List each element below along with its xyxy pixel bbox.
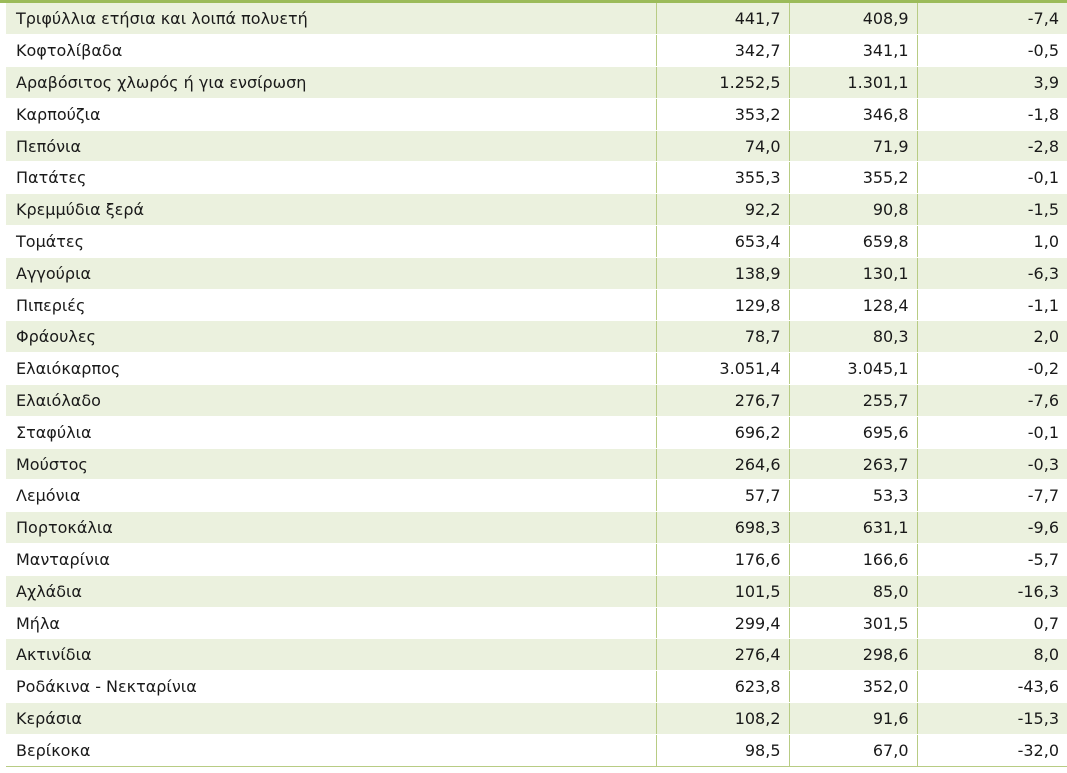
change-percent-cell: 8,0 (917, 639, 1067, 671)
crop-name-cell: Ροδάκινα - Νεκταρίνια (6, 671, 656, 703)
value-cell-2: 301,5 (789, 607, 917, 639)
crop-name-cell: Ακτινίδια (6, 639, 656, 671)
value-cell-2: 130,1 (789, 257, 917, 289)
value-cell-1: 101,5 (656, 575, 789, 607)
change-percent-cell: -0,1 (917, 162, 1067, 194)
crop-name-cell: Λεμόνια (6, 480, 656, 512)
change-percent-cell: 0,7 (917, 607, 1067, 639)
value-cell-2: 659,8 (789, 226, 917, 258)
change-percent-cell: -7,4 (917, 3, 1067, 35)
crop-name-cell: Μανταρίνια (6, 544, 656, 576)
value-cell-2: 355,2 (789, 162, 917, 194)
change-percent-cell: -0,2 (917, 353, 1067, 385)
change-percent-cell: -6,3 (917, 257, 1067, 289)
table-row (6, 575, 1067, 607)
value-cell-1: 653,4 (656, 226, 789, 258)
crop-name-cell: Τομάτες (6, 226, 656, 258)
value-cell-2: 298,6 (789, 639, 917, 671)
change-percent-cell: -0,1 (917, 416, 1067, 448)
value-cell-1: 3.051,4 (656, 353, 789, 385)
value-cell-1: 1.252,5 (656, 67, 789, 99)
crop-name-cell: Καρπούζια (6, 98, 656, 130)
table-row (6, 98, 1067, 130)
table-row (6, 194, 1067, 226)
table-row (6, 289, 1067, 321)
value-cell-2: 3.045,1 (789, 353, 917, 385)
change-percent-cell: -7,7 (917, 480, 1067, 512)
value-cell-2: 263,7 (789, 448, 917, 480)
change-percent-cell: -2,8 (917, 130, 1067, 162)
value-cell-2: 255,7 (789, 385, 917, 417)
value-cell-1: 78,7 (656, 321, 789, 353)
crop-name-cell: Αραβόσιτος χλωρός ή για ενσίρωση (6, 67, 656, 99)
crop-name-cell: Τριφύλλια ετήσια και λοιπά πολυετή (6, 3, 656, 35)
value-cell-1: 355,3 (656, 162, 789, 194)
change-percent-cell: -15,3 (917, 703, 1067, 735)
value-cell-2: 1.301,1 (789, 67, 917, 99)
crop-name-cell: Σταφύλια (6, 416, 656, 448)
crop-name-cell: Πορτοκάλια (6, 512, 656, 544)
table-row (6, 3, 1067, 35)
table-body (6, 3, 1067, 766)
crop-name-cell: Κεράσια (6, 703, 656, 735)
value-cell-1: 299,4 (656, 607, 789, 639)
change-percent-cell: -0,5 (917, 35, 1067, 67)
change-percent-cell: -1,1 (917, 289, 1067, 321)
value-cell-1: 623,8 (656, 671, 789, 703)
crop-name-cell: Φράουλες (6, 321, 656, 353)
value-cell-2: 90,8 (789, 194, 917, 226)
change-percent-cell: 2,0 (917, 321, 1067, 353)
production-table (6, 3, 1067, 767)
change-percent-cell: -16,3 (917, 575, 1067, 607)
value-cell-1: 92,2 (656, 194, 789, 226)
change-percent-cell: -9,6 (917, 512, 1067, 544)
crop-name-cell: Αχλάδια (6, 575, 656, 607)
value-cell-2: 53,3 (789, 480, 917, 512)
value-cell-2: 352,0 (789, 671, 917, 703)
value-cell-1: 264,6 (656, 448, 789, 480)
value-cell-1: 696,2 (656, 416, 789, 448)
value-cell-2: 346,8 (789, 98, 917, 130)
table-row (6, 321, 1067, 353)
table-row (6, 671, 1067, 703)
change-percent-cell: 3,9 (917, 67, 1067, 99)
value-cell-1: 108,2 (656, 703, 789, 735)
value-cell-2: 80,3 (789, 321, 917, 353)
value-cell-1: 138,9 (656, 257, 789, 289)
value-cell-1: 276,4 (656, 639, 789, 671)
table-row (6, 226, 1067, 258)
change-percent-cell: -32,0 (917, 734, 1067, 766)
value-cell-1: 57,7 (656, 480, 789, 512)
value-cell-2: 166,6 (789, 544, 917, 576)
value-cell-1: 74,0 (656, 130, 789, 162)
crop-name-cell: Πατάτες (6, 162, 656, 194)
value-cell-1: 98,5 (656, 734, 789, 766)
table-row (6, 544, 1067, 576)
table-row (6, 416, 1067, 448)
table-row (6, 162, 1067, 194)
change-percent-cell: 1,0 (917, 226, 1067, 258)
value-cell-1: 353,2 (656, 98, 789, 130)
value-cell-2: 85,0 (789, 575, 917, 607)
crop-name-cell: Κρεμμύδια ξερά (6, 194, 656, 226)
crop-name-cell: Πεπόνια (6, 130, 656, 162)
table-row (6, 385, 1067, 417)
value-cell-1: 129,8 (656, 289, 789, 321)
table-row (6, 353, 1067, 385)
table-row (6, 512, 1067, 544)
crop-name-cell: Ελαιόλαδο (6, 385, 656, 417)
value-cell-1: 276,7 (656, 385, 789, 417)
change-percent-cell: -43,6 (917, 671, 1067, 703)
crop-name-cell: Ελαιόκαρπος (6, 353, 656, 385)
table-row (6, 257, 1067, 289)
table-row (6, 734, 1067, 766)
value-cell-2: 341,1 (789, 35, 917, 67)
table-row (6, 67, 1067, 99)
value-cell-2: 695,6 (789, 416, 917, 448)
value-cell-2: 128,4 (789, 289, 917, 321)
change-percent-cell: -1,8 (917, 98, 1067, 130)
value-cell-1: 441,7 (656, 3, 789, 35)
crop-name-cell: Πιπεριές (6, 289, 656, 321)
value-cell-2: 71,9 (789, 130, 917, 162)
table-row (6, 130, 1067, 162)
table-row (6, 35, 1067, 67)
value-cell-1: 176,6 (656, 544, 789, 576)
table-row (6, 607, 1067, 639)
crop-name-cell: Βερίκοκα (6, 734, 656, 766)
change-percent-cell: -1,5 (917, 194, 1067, 226)
table-row (6, 448, 1067, 480)
value-cell-2: 67,0 (789, 734, 917, 766)
table-row (6, 480, 1067, 512)
value-cell-1: 342,7 (656, 35, 789, 67)
crop-name-cell: Κοφτολίβαδα (6, 35, 656, 67)
table-row (6, 639, 1067, 671)
value-cell-1: 698,3 (656, 512, 789, 544)
crop-name-cell: Μήλα (6, 607, 656, 639)
crop-name-cell: Αγγούρια (6, 257, 656, 289)
crop-name-cell: Μούστος (6, 448, 656, 480)
change-percent-cell: -5,7 (917, 544, 1067, 576)
change-percent-cell: -7,6 (917, 385, 1067, 417)
value-cell-2: 631,1 (789, 512, 917, 544)
value-cell-2: 91,6 (789, 703, 917, 735)
change-percent-cell: -0,3 (917, 448, 1067, 480)
value-cell-2: 408,9 (789, 3, 917, 35)
table-row (6, 703, 1067, 735)
